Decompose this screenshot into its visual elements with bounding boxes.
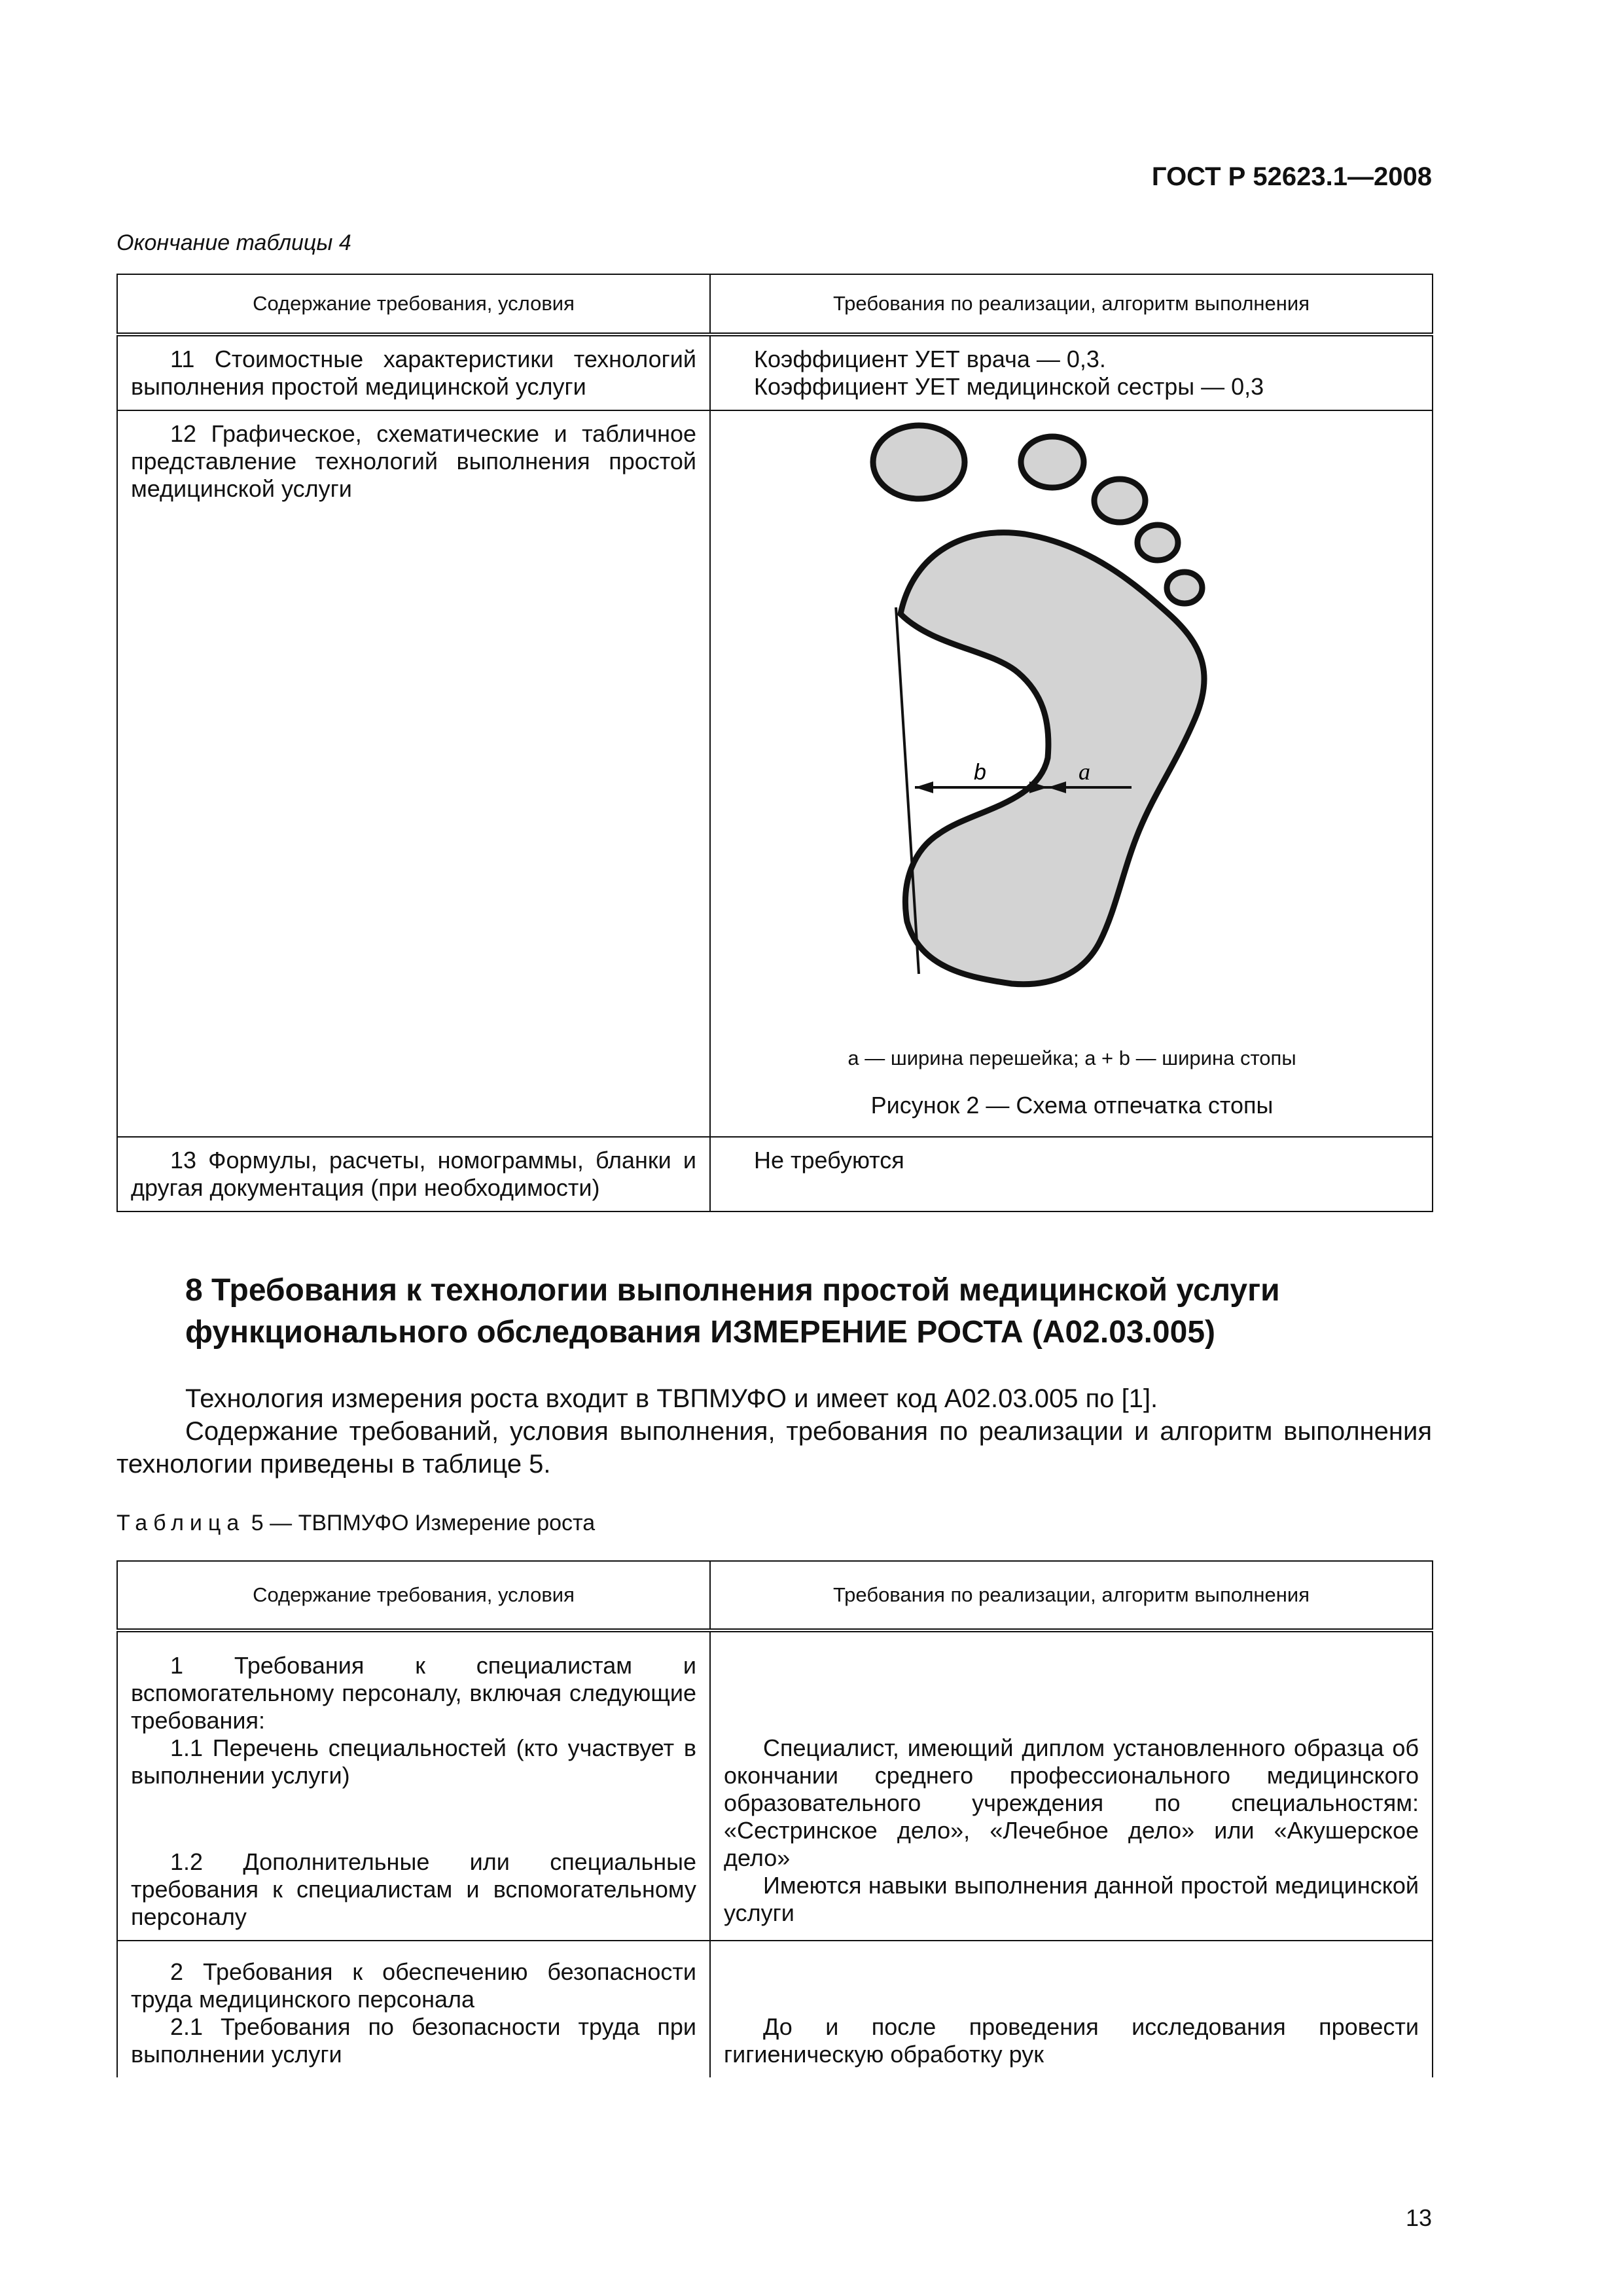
section-8-paragraph-2: Содержание требований, условия выполнения, требования по реализации и алгоритм выполнения технологии приведены в таблице 5. xyxy=(116,1417,1432,1479)
table5-row-2 xyxy=(117,1941,1433,2077)
figure-legend: a — ширина перешейка; a + b — ширина стопы xyxy=(847,1047,1296,1069)
sole-outline xyxy=(901,533,1204,984)
table5-row2-left xyxy=(117,1941,710,2077)
table5-header-row xyxy=(117,1561,1433,1630)
table5-row-1 xyxy=(117,1630,1433,1941)
toe-2 xyxy=(1021,437,1084,488)
table5-col1-header: Содержание требования, условия xyxy=(117,1561,710,1630)
table4-row-13 xyxy=(117,1137,1433,1211)
table4-header-row xyxy=(117,274,1433,334)
table4-row-11 xyxy=(117,334,1433,410)
table5-row2-right xyxy=(710,1941,1433,2077)
label-b: b xyxy=(974,760,986,785)
table4-row-12 xyxy=(117,410,1433,1137)
table5-row2-item-2: 2 Требования к обеспечению безопасности труда медицинского персонала xyxy=(131,1958,696,2013)
table5-caption-text: 5 — ТВПМУФО Измерение роста xyxy=(251,1511,596,1535)
table4-col1-header: Содержание требования, условия xyxy=(117,274,710,334)
table4-row13-right: Не требуются xyxy=(710,1137,1433,1211)
uet-nurse: Коэффициент УЕТ медицинской сестры — 0,3 xyxy=(754,373,1264,400)
arrowhead-b-left xyxy=(915,781,933,793)
footprint-figure xyxy=(711,411,1433,1066)
table4-row12-left: 12 Графическое, схематические и табличное представление технологий выполнения простой медицинской услуги xyxy=(117,410,710,1137)
section-8-paragraph-1: Технология измерения роста входит в ТВПМУФО и имеет код А02.03.005 по [1]. xyxy=(185,1384,1158,1413)
table5-row1-left xyxy=(117,1630,710,1941)
table4-row11-left: 11 Стоимостные характеристики технологий выполнения простой медицинской услуги xyxy=(117,334,710,410)
section-8-heading: 8 Требования к технологии выполнения простой медицинской услуги функционального обследования ИЗМЕРЕНИЕ РОСТА (А02.03.005) xyxy=(185,1273,1280,1350)
table5-row1-item-1: 1 Требования к специалистам и вспомогательному персоналу, включая следующие требования: xyxy=(131,1652,696,1734)
page-number: 13 xyxy=(1405,2204,1432,2231)
table5 xyxy=(116,1560,1433,2077)
table5-row2-hygiene: До и после проведения исследования провести гигиеническую обработку рук xyxy=(724,2013,1419,2068)
toe-4 xyxy=(1137,525,1178,560)
table5-row1-item-1-1: 1.1 Перечень специальностей (кто участвует в выполнении услуги) xyxy=(131,1734,696,1789)
table4-row13-left: 13 Формулы, расчеты, номограммы, бланки и другая документация (при необходимости) xyxy=(117,1137,710,1211)
uet-doctor: Коэффициент УЕТ врача — 0,3. xyxy=(754,346,1106,372)
table5-row2-item-2-1: 2.1 Требования по безопасности труда при выполнении услуги xyxy=(131,2013,696,2068)
table4-row12-figure-cell xyxy=(710,410,1433,1137)
table5-row1-item-1-2: 1.2 Дополнительные или специальные требования к специалистам и вспомогательному персоналу xyxy=(131,1848,696,1930)
toe-3 xyxy=(1094,479,1145,522)
table5-caption xyxy=(116,1511,595,1536)
standard-number: ГОСТ Р 52623.1—2008 xyxy=(1151,162,1432,191)
table4-row11-right xyxy=(710,334,1433,410)
label-a: a xyxy=(1079,759,1090,785)
table5-caption-label: Таблица xyxy=(116,1511,245,1535)
table4 xyxy=(116,274,1433,1212)
table5-row1-skills: Имеются навыки выполнения данной простой медицинской услуги xyxy=(724,1872,1419,1926)
toe-5 xyxy=(1167,572,1202,603)
table5-row1-right xyxy=(710,1630,1433,1941)
toe-1 xyxy=(873,425,965,499)
table5-row1-specialist: Специалист, имеющий диплом установленного образца об окончании среднего профессионального медицинского образовательного учреждения по специальностям: «Сестринское дело», «Лечебное дело» или «Акушерское дело» xyxy=(724,1734,1419,1871)
figure-caption: Рисунок 2 — Схема отпечатка стопы xyxy=(870,1092,1274,1119)
table4-col2-header: Требования по реализации, алгоритм выполнения xyxy=(710,274,1433,334)
table4-continuation-caption: Окончание таблицы 4 xyxy=(116,230,351,255)
table5-col2-header: Требования по реализации, алгоритм выполнения xyxy=(710,1561,1433,1630)
